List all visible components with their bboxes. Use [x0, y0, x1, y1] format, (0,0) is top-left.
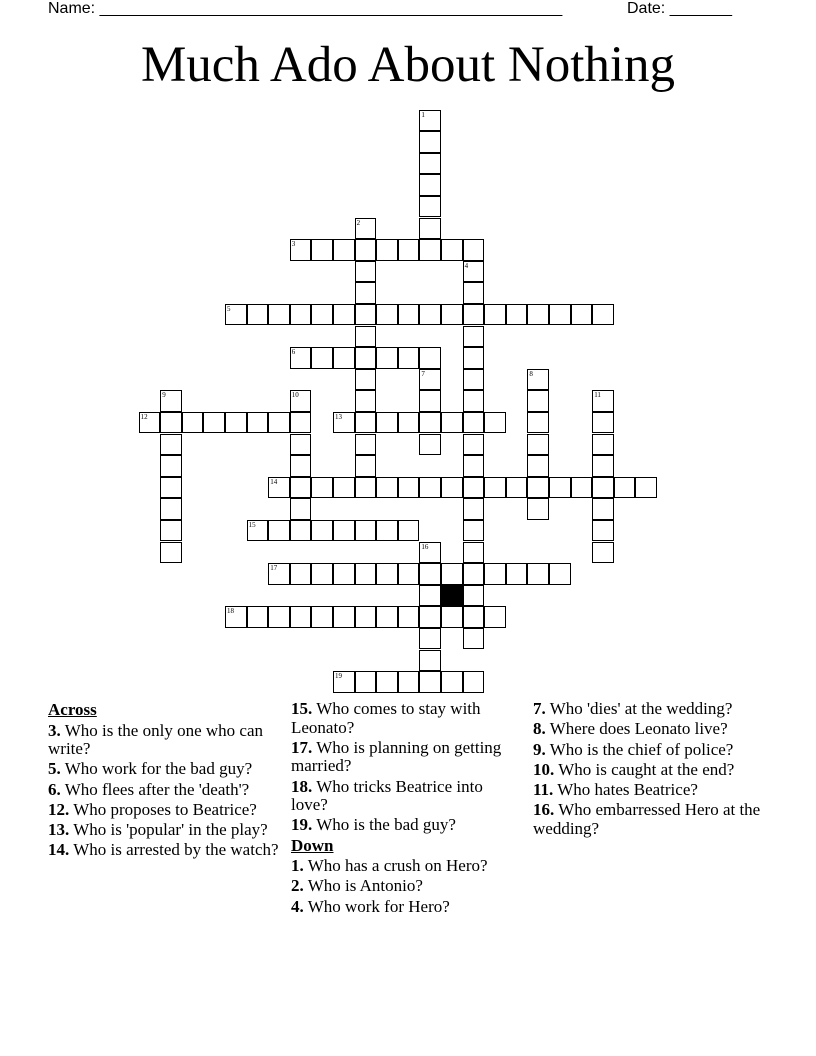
clue-text: Who is 'popular' in the play?: [73, 820, 268, 840]
grid-cell[interactable]: [160, 455, 182, 477]
clue-number: 6: [291, 348, 296, 357]
grid-cell[interactable]: [182, 412, 204, 434]
grid-cell[interactable]: [268, 606, 290, 628]
grid-cell[interactable]: [419, 369, 441, 391]
clue-text: Who has a crush on Hero?: [307, 856, 488, 876]
across-clue-list: [48, 722, 280, 860]
grid-cell[interactable]: [419, 412, 441, 434]
clue-item: [291, 877, 523, 896]
clue-number: 9: [162, 391, 166, 400]
grid-cell[interactable]: [160, 412, 182, 434]
grid-cell[interactable]: [463, 326, 485, 348]
clue-text: Who is Antonio?: [307, 876, 423, 896]
clue-text: Who is the chief of police?: [549, 739, 734, 759]
grid-cell[interactable]: [419, 218, 441, 240]
clue-text: Who tricks Beatrice into love?: [291, 776, 483, 815]
grid-cell[interactable]: [463, 520, 485, 542]
clue-number: 17.: [291, 737, 313, 757]
grid-cell[interactable]: [290, 477, 312, 499]
clue-text: Where does Leonato live?: [549, 719, 728, 739]
clue-text: Who is arrested by the watch?: [73, 840, 279, 860]
grid-cell[interactable]: [268, 304, 290, 326]
down-heading: Down: [291, 835, 334, 855]
grid-cell[interactable]: [160, 434, 182, 456]
clue-number: 18.: [291, 776, 313, 796]
clue-item: [48, 841, 280, 860]
grid-cell[interactable]: [441, 563, 463, 585]
grid-cell[interactable]: [290, 412, 312, 434]
clue-number: 18: [227, 607, 234, 616]
grid-cell[interactable]: [549, 477, 571, 499]
grid-cell[interactable]: [355, 347, 377, 369]
grid-cell[interactable]: [441, 304, 463, 326]
clue-text: Who proposes to Beatrice?: [73, 799, 257, 819]
grid-cell[interactable]: [376, 477, 398, 499]
grid-cell[interactable]: [463, 347, 485, 369]
clue-item: [48, 781, 280, 800]
clue-text: Who 'dies' at the wedding?: [549, 699, 733, 718]
grid-cell[interactable]: [527, 390, 549, 412]
page-title: Much Ado About Nothing: [140, 37, 676, 93]
clue-item: [291, 778, 523, 815]
clue-item: [48, 821, 280, 840]
grid-cell[interactable]: [419, 304, 441, 326]
grid-cell[interactable]: [376, 347, 398, 369]
grid-cell[interactable]: [355, 390, 377, 412]
grid-cell[interactable]: [419, 434, 441, 456]
grid-cell[interactable]: [290, 498, 312, 520]
clue-item: [533, 720, 765, 739]
grid-cell[interactable]: [333, 520, 355, 542]
clues-column-3: [533, 700, 765, 840]
grid-cell[interactable]: [527, 498, 549, 520]
down-clue-list: [291, 857, 523, 916]
grid-cell[interactable]: [225, 606, 247, 628]
clue-number: 10: [291, 391, 299, 400]
grid-cell[interactable]: [398, 412, 420, 434]
grid-cell[interactable]: [333, 304, 355, 326]
grid-cell[interactable]: [311, 304, 333, 326]
grid-cell[interactable]: [484, 304, 506, 326]
clue-number: 15.: [291, 699, 313, 718]
grid-cell[interactable]: [441, 239, 463, 261]
clue-number: 8: [529, 369, 533, 378]
grid-cell[interactable]: [247, 520, 269, 542]
grid-cell[interactable]: [398, 304, 420, 326]
grid-cell[interactable]: [290, 606, 312, 628]
clue-number: 7.: [533, 699, 546, 718]
clue-number: 14: [270, 477, 278, 486]
clues-column-2: [291, 700, 523, 918]
grid-cell[interactable]: [398, 520, 420, 542]
grid-cell[interactable]: [614, 477, 636, 499]
clue-number: 1.: [291, 856, 304, 876]
grid-cell[interactable]: [247, 412, 269, 434]
grid-cell[interactable]: [549, 563, 571, 585]
grid-cell[interactable]: [355, 412, 377, 434]
grid-cell[interactable]: [592, 498, 614, 520]
clue-item: [48, 760, 280, 779]
grid-cell[interactable]: [333, 671, 355, 693]
clue-item: [533, 781, 765, 800]
grid-cell[interactable]: [160, 477, 182, 499]
clue-item: [291, 898, 523, 917]
grid-cell[interactable]: [333, 239, 355, 261]
clue-item: [291, 700, 523, 737]
clue-text: Who work for the bad guy?: [64, 759, 253, 779]
grid-cell[interactable]: [355, 369, 377, 391]
grid-cell[interactable]: [398, 347, 420, 369]
grid-cell[interactable]: [527, 412, 549, 434]
grid-cell[interactable]: [506, 477, 528, 499]
grid-cell[interactable]: [527, 304, 549, 326]
grid-cell[interactable]: [355, 261, 377, 283]
black-cell: [441, 585, 463, 607]
grid-cell[interactable]: [484, 606, 506, 628]
grid-cell[interactable]: [592, 520, 614, 542]
grid-cell[interactable]: [160, 498, 182, 520]
grid-cell[interactable]: [527, 477, 549, 499]
grid-cell[interactable]: [268, 477, 290, 499]
clue-text: Who comes to stay with Leonato?: [291, 699, 481, 737]
grid-cell[interactable]: [419, 110, 441, 132]
grid-cell[interactable]: [333, 563, 355, 585]
grid-cell[interactable]: [635, 477, 657, 499]
grid-cell[interactable]: [355, 304, 377, 326]
clue-number: 1: [421, 110, 425, 119]
grid-cell[interactable]: [419, 390, 441, 412]
clue-number: 8.: [533, 719, 546, 739]
grid-cell[interactable]: [463, 585, 485, 607]
clue-item: [291, 816, 523, 835]
down-clue-list-continued: [533, 700, 765, 838]
grid-cell[interactable]: [398, 606, 420, 628]
grid-cell[interactable]: [463, 455, 485, 477]
grid-cell[interactable]: [419, 563, 441, 585]
clue-text: Who embarressed Hero at the wedding?: [533, 800, 761, 838]
grid-cell[interactable]: [268, 520, 290, 542]
grid-cell[interactable]: [463, 434, 485, 456]
grid-cell[interactable]: [463, 498, 485, 520]
clue-item: [48, 722, 280, 759]
grid-cell[interactable]: [268, 412, 290, 434]
grid-cell[interactable]: [571, 304, 593, 326]
clue-number: 4: [464, 261, 469, 270]
clue-number: 11.: [533, 780, 554, 800]
clue-number: 19.: [291, 815, 313, 835]
grid-cell[interactable]: [463, 412, 485, 434]
grid-cell[interactable]: [225, 304, 247, 326]
grid-cell[interactable]: [290, 239, 312, 261]
clue-number: 10.: [533, 759, 555, 779]
clue-text: Who work for Hero?: [307, 896, 450, 916]
clue-number: 9.: [533, 739, 546, 759]
grid-cell[interactable]: [592, 542, 614, 564]
clue-item: [533, 700, 765, 719]
clue-number: 13.: [48, 820, 70, 840]
clue-number: 2.: [291, 876, 304, 896]
grid-cell[interactable]: [398, 239, 420, 261]
grid-cell[interactable]: [484, 412, 506, 434]
clue-text: Who is planning on getting married?: [291, 737, 502, 776]
grid-cell[interactable]: [419, 239, 441, 261]
clue-number: 14.: [48, 840, 70, 860]
grid-cell[interactable]: [225, 412, 247, 434]
grid-cell[interactable]: [419, 347, 441, 369]
grid-cell[interactable]: [311, 520, 333, 542]
clue-number: 7: [421, 369, 425, 378]
grid-cell[interactable]: [571, 477, 593, 499]
grid-cell[interactable]: [290, 520, 312, 542]
clue-text: Who flees after the 'death'?: [64, 779, 250, 799]
clue-number: 5.: [48, 759, 61, 779]
grid-cell[interactable]: [160, 520, 182, 542]
grid-cell[interactable]: [376, 412, 398, 434]
grid-cell[interactable]: [139, 412, 161, 434]
name-field-label[interactable]: Name: ____________________________________________________: [48, 0, 563, 17]
clue-number: 17: [270, 564, 278, 573]
grid-cell[interactable]: [268, 563, 290, 585]
grid-cell[interactable]: [527, 455, 549, 477]
grid-cell[interactable]: [160, 390, 182, 412]
grid-cell[interactable]: [311, 563, 333, 585]
grid-cell[interactable]: [592, 434, 614, 456]
grid-cell[interactable]: [419, 153, 441, 175]
grid-cell[interactable]: [419, 585, 441, 607]
grid-cell[interactable]: [441, 477, 463, 499]
grid-cell[interactable]: [549, 304, 571, 326]
grid-cell[interactable]: [290, 563, 312, 585]
grid-cell[interactable]: [203, 412, 225, 434]
grid-cell[interactable]: [355, 326, 377, 348]
grid-cell[interactable]: [355, 520, 377, 542]
grid-cell[interactable]: [355, 455, 377, 477]
grid-cell[interactable]: [484, 477, 506, 499]
clue-item: [533, 761, 765, 780]
clue-number: 6.: [48, 779, 61, 799]
grid-cell[interactable]: [247, 606, 269, 628]
grid-cell[interactable]: [419, 650, 441, 672]
grid-cell[interactable]: [419, 477, 441, 499]
grid-cell[interactable]: [247, 304, 269, 326]
across-clue-list-continued: [291, 700, 523, 835]
grid-cell[interactable]: [419, 606, 441, 628]
grid-cell[interactable]: [333, 347, 355, 369]
grid-cell[interactable]: [463, 261, 485, 283]
grid-cell[interactable]: [463, 304, 485, 326]
grid-cell[interactable]: [419, 196, 441, 218]
grid-cell[interactable]: [398, 477, 420, 499]
grid-cell[interactable]: [463, 369, 485, 391]
grid-cell[interactable]: [463, 606, 485, 628]
grid-cell[interactable]: [333, 606, 355, 628]
grid-cell[interactable]: [311, 606, 333, 628]
across-heading: Across: [48, 700, 97, 719]
clue-number: 16.: [533, 800, 555, 820]
grid-cell[interactable]: [290, 304, 312, 326]
grid-cell[interactable]: [463, 563, 485, 585]
grid-cell[interactable]: [506, 304, 528, 326]
grid-cell[interactable]: [355, 434, 377, 456]
grid-cell[interactable]: [441, 671, 463, 693]
grid-cell[interactable]: [463, 477, 485, 499]
grid-cell[interactable]: [419, 628, 441, 650]
clues-column-1: [48, 700, 280, 862]
clue-number: 12.: [48, 799, 70, 819]
grid-cell[interactable]: [506, 563, 528, 585]
grid-cell[interactable]: [355, 606, 377, 628]
clue-number: 11: [594, 391, 601, 400]
grid-cell[interactable]: [398, 671, 420, 693]
clue-item: [291, 739, 523, 776]
grid-cell[interactable]: [484, 563, 506, 585]
grid-cell[interactable]: [463, 390, 485, 412]
grid-cell[interactable]: [355, 218, 377, 240]
grid-cell[interactable]: [290, 347, 312, 369]
grid-cell[interactable]: [398, 563, 420, 585]
clue-text: Who is the bad guy?: [316, 815, 456, 835]
clue-number: 13: [335, 412, 342, 421]
grid-cell[interactable]: [592, 412, 614, 434]
clue-text: Who hates Beatrice?: [557, 780, 698, 800]
grid-cell[interactable]: [376, 671, 398, 693]
grid-cell[interactable]: [355, 563, 377, 585]
grid-cell[interactable]: [290, 390, 312, 412]
clue-number: 4.: [291, 896, 304, 916]
grid-cell[interactable]: [376, 606, 398, 628]
grid-cell[interactable]: [441, 606, 463, 628]
grid-cell[interactable]: [463, 628, 485, 650]
grid-cell[interactable]: [376, 563, 398, 585]
grid-cell[interactable]: [290, 434, 312, 456]
grid-cell[interactable]: [463, 671, 485, 693]
grid-cell[interactable]: [592, 477, 614, 499]
grid-cell[interactable]: [376, 239, 398, 261]
grid-cell[interactable]: [419, 131, 441, 153]
grid-cell[interactable]: [376, 520, 398, 542]
clue-item: [533, 741, 765, 760]
clue-item: [291, 857, 523, 876]
grid-cell[interactable]: [333, 412, 355, 434]
grid-cell[interactable]: [463, 239, 485, 261]
clue-number: 3: [291, 240, 296, 249]
clue-item: [48, 801, 280, 820]
grid-cell[interactable]: [527, 369, 549, 391]
grid-cell[interactable]: [355, 477, 377, 499]
clue-number: 12: [140, 412, 148, 421]
grid-cell[interactable]: [355, 282, 377, 304]
clue-number: 15: [248, 520, 256, 529]
grid-cell[interactable]: [355, 671, 377, 693]
clue-number: 5: [227, 304, 231, 313]
grid-cell[interactable]: [592, 455, 614, 477]
grid-cell[interactable]: [419, 671, 441, 693]
date-field-label[interactable]: Date: _______: [627, 0, 732, 17]
grid-cell[interactable]: [311, 347, 333, 369]
grid-cell[interactable]: [463, 282, 485, 304]
grid-cell[interactable]: [160, 542, 182, 564]
clue-item: [533, 801, 765, 838]
grid-cell[interactable]: [592, 390, 614, 412]
clue-number: 2: [356, 218, 361, 227]
grid-cell[interactable]: [419, 542, 441, 564]
grid-cell[interactable]: [527, 434, 549, 456]
grid-cell[interactable]: [333, 477, 355, 499]
clue-text: Who is the only one who can write?: [48, 720, 263, 758]
grid-cell[interactable]: [592, 304, 614, 326]
grid-cell[interactable]: [419, 174, 441, 196]
clue-number: 19: [335, 672, 342, 681]
clue-number: 16: [421, 542, 429, 551]
grid-cell[interactable]: [311, 239, 333, 261]
grid-cell[interactable]: [290, 455, 312, 477]
grid-cell[interactable]: [441, 412, 463, 434]
grid-cell[interactable]: [376, 304, 398, 326]
grid-cell[interactable]: [527, 563, 549, 585]
grid-cell[interactable]: [463, 542, 485, 564]
clue-number: 3.: [48, 720, 61, 740]
grid-cell[interactable]: [311, 477, 333, 499]
clue-text: Who is caught at the end?: [558, 759, 735, 779]
grid-cell[interactable]: [355, 239, 377, 261]
